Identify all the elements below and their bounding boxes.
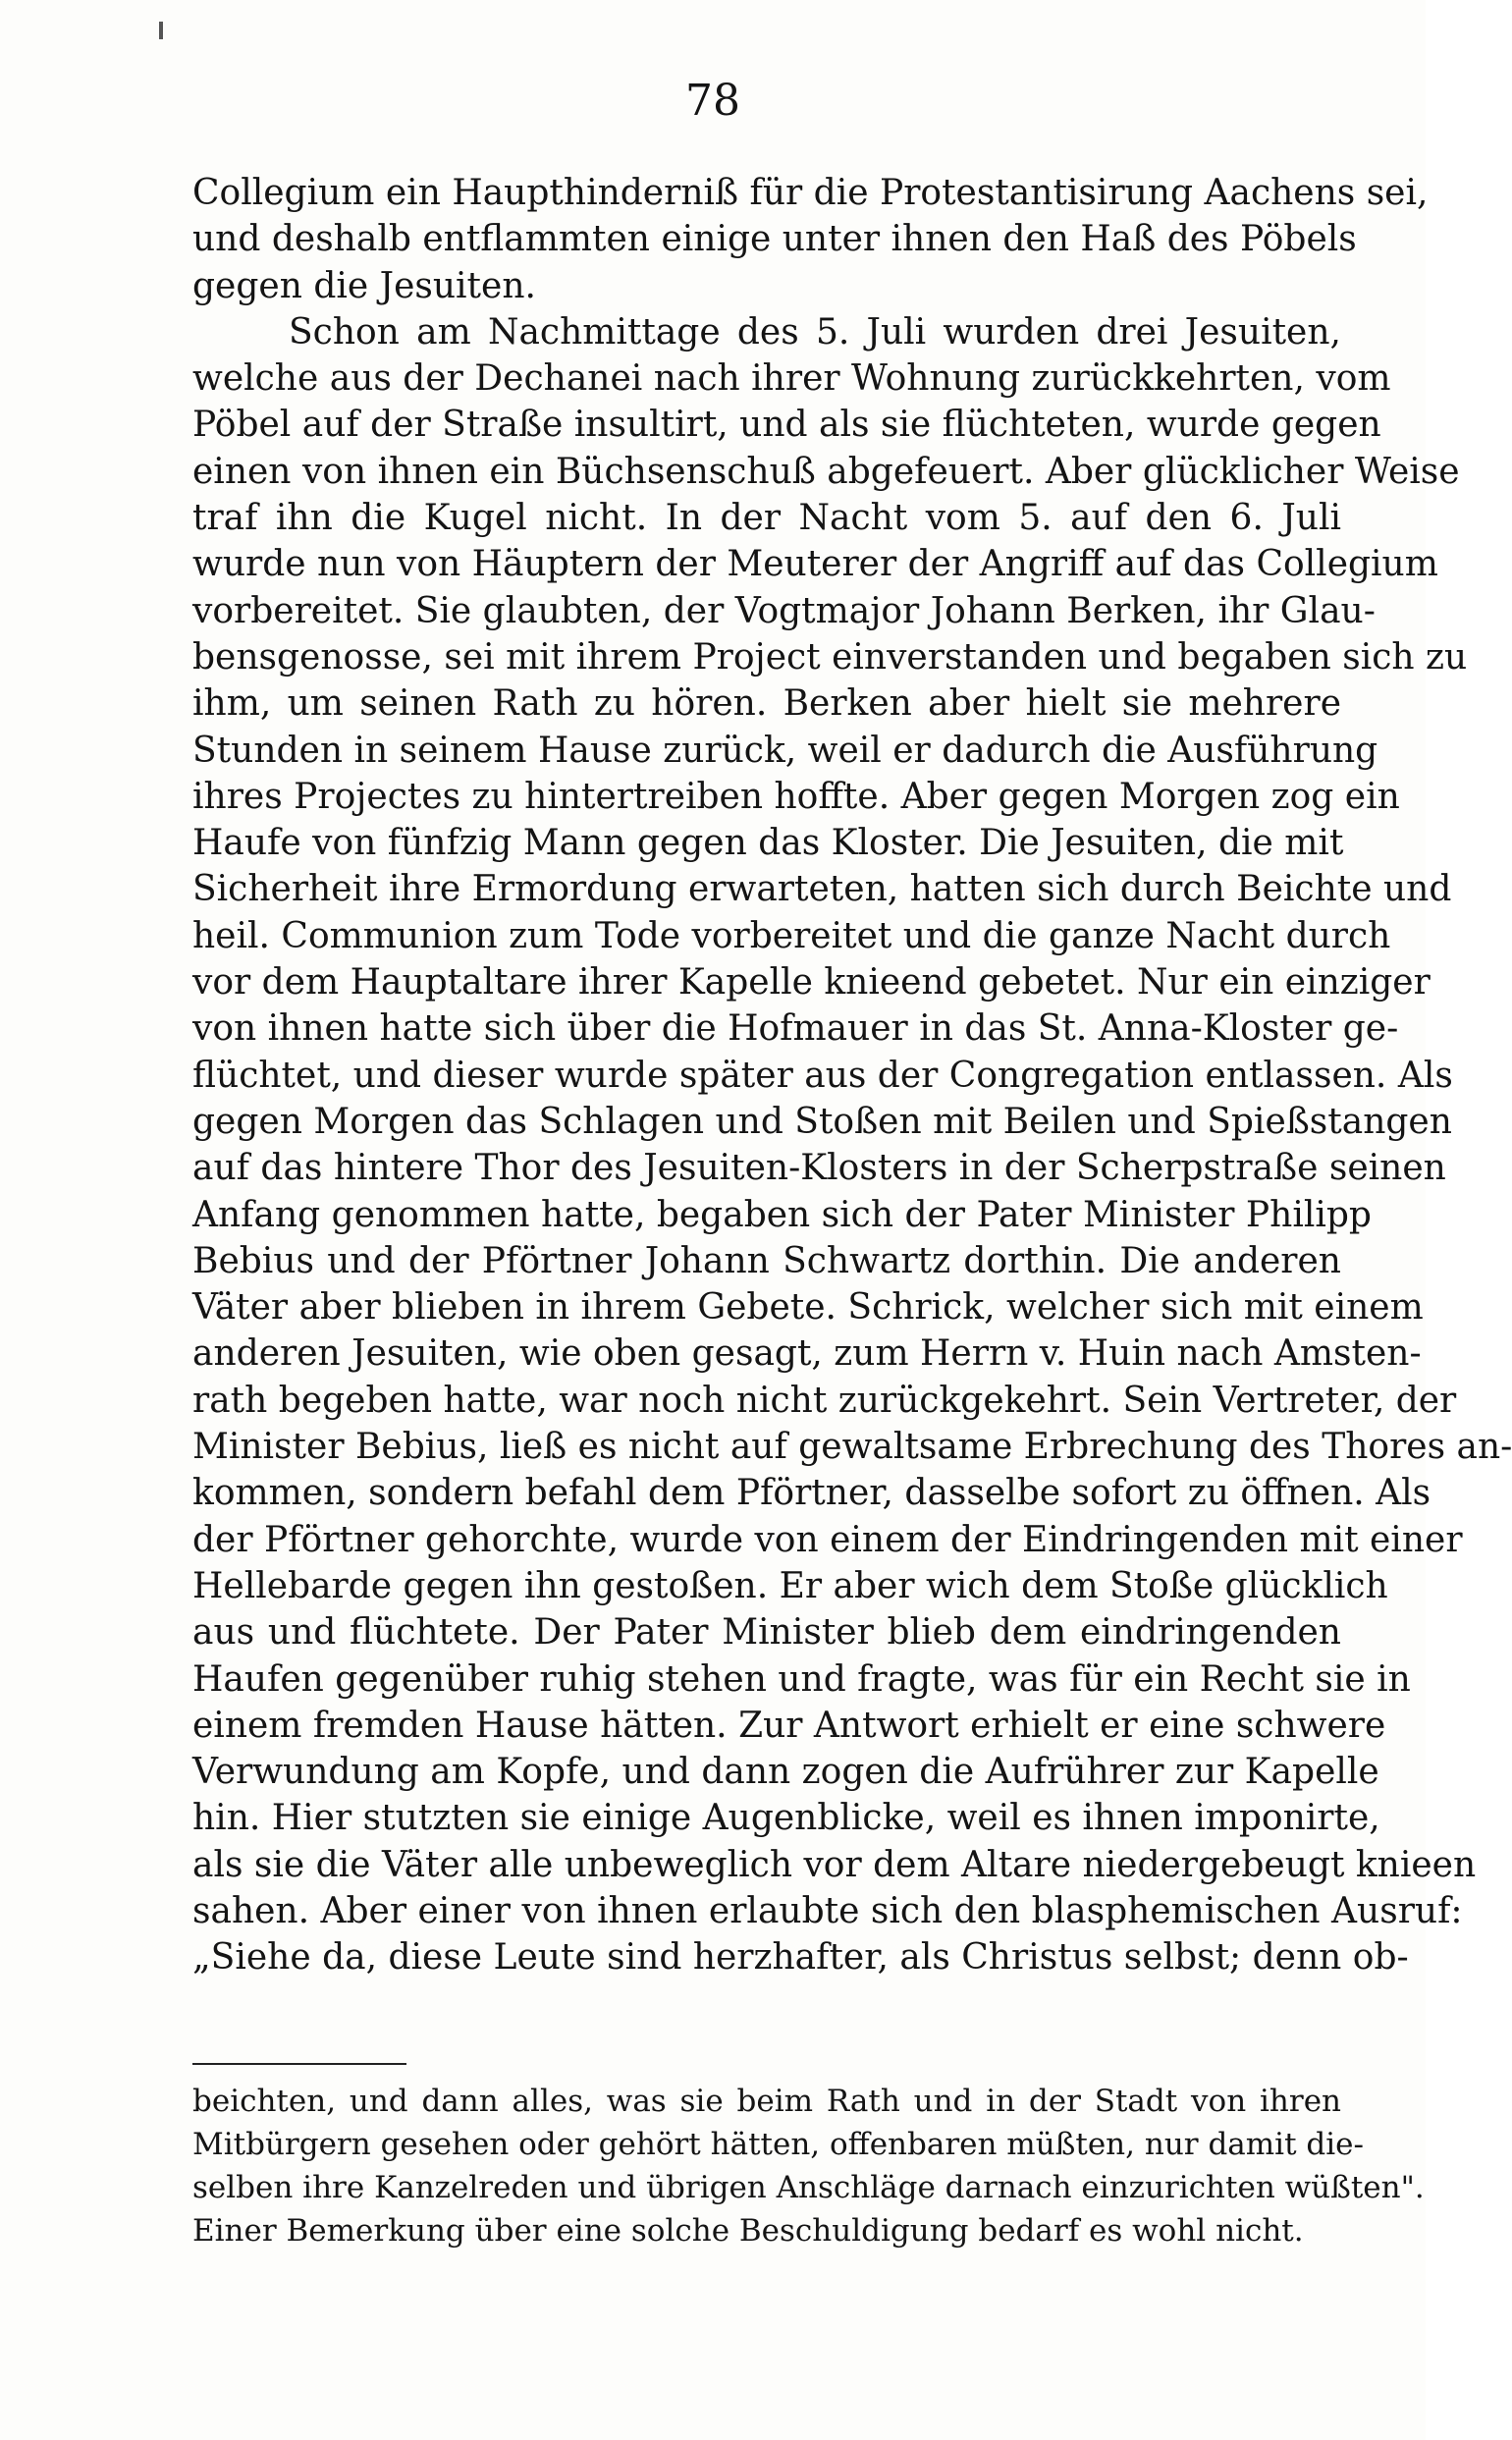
- text-line: ihm, um seinen Rath zu hören. Berken aber hielt sie mehrere: [192, 683, 1341, 725]
- text-line: Sicherheit ihre Ermordung erwarteten, hatten sich durch Beichte und: [192, 869, 1452, 910]
- footnote: [192, 2080, 1425, 2252]
- text-line: Stunden in seinem Hause zurück, weil er dadurch die Ausführung: [192, 730, 1378, 771]
- footnote-line: beichten, und dann alles, was sie beim Rath und in der Stadt von ihren: [192, 2084, 1341, 2119]
- text-line: Väter aber blieben in ihrem Gebete. Schrick, welcher sich mit einem: [192, 1287, 1424, 1328]
- text-line: Collegium ein Haupthinderniß für die Protestantisirung Aachens sei,: [192, 173, 1429, 213]
- text-line: Haufen gegenüber ruhig stehen und fragte, was für ein Recht sie in: [192, 1658, 1411, 1700]
- text-line: rath begeben hatte, war noch nicht zurückgekehrt. Sein Vertreter, der: [192, 1380, 1457, 1421]
- footnote-line: Mitbürgern gesehen oder gehört hätten, offenbaren müßten, nur damit die-: [192, 2127, 1364, 2162]
- footnote-divider: [192, 2063, 406, 2065]
- text-line: als sie die Väter alle unbeweglich vor dem Altare niedergebeugt knieen: [192, 1844, 1477, 1885]
- footnote-line: Einer Bemerkung über eine solche Beschuldigung bedarf es wohl nicht.: [192, 2213, 1304, 2249]
- text-line: hin. Hier stutzten sie einige Augenblicke, weil es ihnen imponirte,: [192, 1798, 1380, 1839]
- text-line: Haufe von fünfzig Mann gegen das Kloster. Die Jesuiten, die mit: [192, 823, 1344, 864]
- text-line: vorbereitet. Sie glaubten, der Vogtmajor Johann Berken, ihr Glau-: [192, 590, 1376, 631]
- text-line: wurde nun von Häuptern der Meuterer der Angriff auf das Collegium: [192, 544, 1438, 585]
- text-line: einen von ihnen ein Büchsenschuß abgefeuert. Aber glücklicher Weise: [192, 451, 1460, 492]
- text-line: aus und flüchtete. Der Pater Minister blieb dem eindringenden: [192, 1612, 1341, 1654]
- text-line: ihres Projectes zu hintertreiben hoffte. Aber gegen Morgen zog ein: [192, 776, 1400, 817]
- text-line: Schon am Nachmittage des 5. Juli wurden drei Jesuiten,: [289, 311, 1341, 352]
- text-line: Minister Bebius, ließ es nicht auf gewaltsame Erbrechung des Thores an-: [192, 1427, 1512, 1468]
- text-line: gegen Morgen das Schlagen und Stoßen mit Beilen und Spießstangen: [192, 1101, 1452, 1142]
- main-text: [192, 170, 1512, 1981]
- text-line: und deshalb entflammten einige unter ihnen den Haß des Pöbels: [192, 219, 1357, 260]
- text-line: anderen Jesuiten, wie oben gesagt, zum Herrn v. Huin nach Amsten-: [192, 1333, 1422, 1375]
- text-line: welche aus der Dechanei nach ihrer Wohnung zurückkehrten, vom: [192, 358, 1391, 400]
- text-line: Anfang genommen hatte, begaben sich der Pater Minister Philipp: [192, 1194, 1372, 1235]
- text-line: auf das hintere Thor des Jesuiten-Klosters in der Scherpstraße seinen: [192, 1148, 1446, 1189]
- margin-mark: [159, 22, 163, 39]
- text-line: flüchtet, und dieser wurde später aus der Congregation entlassen. Als: [192, 1055, 1453, 1096]
- footnote-line: selben ihre Kanzelreden und übrigen Anschläge darnach einzurichten wüßten".: [192, 2170, 1425, 2205]
- text-line: gegen die Jesuiten.: [192, 265, 536, 306]
- text-line: Hellebarde gegen ihn gestoßen. Er aber wich dem Stoße glücklich: [192, 1565, 1388, 1606]
- text-line: der Pförtner gehorchte, wurde von einem der Eindringenden mit einer: [192, 1519, 1463, 1560]
- page-number: 78: [685, 76, 740, 126]
- text-line: vor dem Hauptaltare ihrer Kapelle knieend gebetet. Nur ein einziger: [192, 962, 1431, 1003]
- text-line: von ihnen hatte sich über die Hofmauer in das St. Anna-Kloster ge-: [192, 1008, 1399, 1050]
- text-line: traf ihn die Kugel nicht. In der Nacht vom 5. auf den 6. Juli: [192, 498, 1341, 539]
- text-line: Pöbel auf der Straße insultirt, und als sie flüchteten, wurde gegen: [192, 405, 1381, 446]
- text-line: bensgenosse, sei mit ihrem Project einverstanden und begaben sich zu: [192, 636, 1468, 678]
- text-line: Verwundung am Kopfe, und dann zogen die Aufrührer zur Kapelle: [192, 1752, 1379, 1793]
- text-line: heil. Communion zum Tode vorbereitet und die ganze Nacht durch: [192, 915, 1391, 956]
- text-line: einem fremden Hause hätten. Zur Antwort erhielt er eine schwere: [192, 1705, 1386, 1746]
- text-line: Bebius und der Pförtner Johann Schwartz dorthin. Die anderen: [192, 1240, 1341, 1281]
- text-line: sahen. Aber einer von ihnen erlaubte sich den blasphemischen Ausruf:: [192, 1890, 1463, 1931]
- text-line: kommen, sondern befahl dem Pförtner, dasselbe sofort zu öffnen. Als: [192, 1473, 1431, 1514]
- text-line: „Siehe da, diese Leute sind herzhafter, als Christus selbst; denn ob-: [192, 1937, 1409, 1979]
